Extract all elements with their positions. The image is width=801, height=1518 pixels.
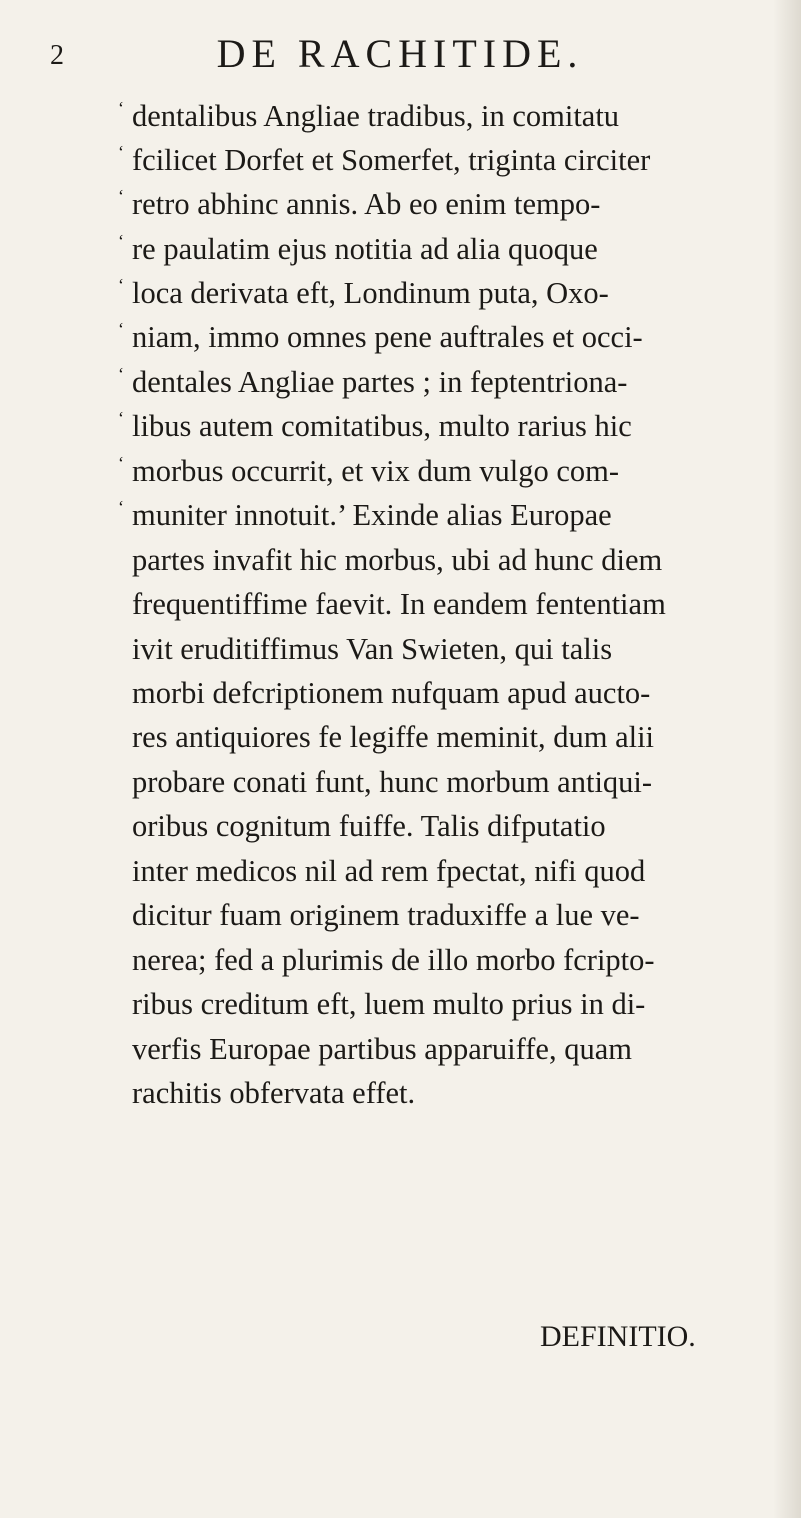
quote-mark: ‘ bbox=[118, 186, 124, 206]
text-line: inter medicos nil ad rem fpectat, nifi quod bbox=[132, 854, 646, 888]
text-line: retro abhinc annis. Ab eo enim tempo- bbox=[132, 187, 601, 221]
text-line: oribus cognitum fuiffe. Talis difputatio bbox=[132, 809, 606, 843]
text-line: partes invafit hic morbus, ubi ad hunc diem bbox=[132, 543, 663, 577]
page-edge-shadow bbox=[773, 0, 801, 1518]
quote-mark: ‘ bbox=[118, 364, 124, 384]
quote-mark: ‘ bbox=[118, 408, 124, 428]
page-header bbox=[50, 30, 750, 78]
text-line: nerea; fed a plurimis de illo morbo fcripto- bbox=[132, 943, 655, 977]
quote-mark: ‘ bbox=[118, 231, 124, 251]
running-title: DE RACHITIDE. bbox=[216, 31, 584, 76]
text-line: rachitis obfervata effet. bbox=[132, 1076, 416, 1110]
text-line: dicitur fuam originem traduxiffe a lue ve- bbox=[132, 898, 640, 932]
text-line: dentalibus Angliae tradibus, in comitatu bbox=[132, 99, 620, 133]
quote-mark: ‘ bbox=[118, 275, 124, 295]
page-number: 2 bbox=[50, 40, 64, 71]
text-line: re paulatim ejus notitia ad alia quoque bbox=[132, 232, 598, 266]
quote-mark: ‘ bbox=[118, 497, 124, 517]
text-line: morbus occurrit, et vix dum vulgo com- bbox=[132, 454, 620, 488]
text-line: muniter innotuit.’ Exinde alias Europae bbox=[132, 498, 612, 532]
text-line: verfis Europae partibus apparuiffe, quam bbox=[132, 1032, 632, 1066]
text-line: libus autem comitatibus, multo rarius hic bbox=[132, 409, 632, 443]
text-line: probare conati funt, hunc morbum antiqui- bbox=[132, 765, 653, 799]
text-line: niam, immo omnes pene auftrales et occi- bbox=[132, 320, 643, 354]
text-line: ribus creditum eft, luem multo prius in di- bbox=[132, 987, 646, 1021]
quote-mark: ‘ bbox=[118, 319, 124, 339]
text-line: loca derivata eft, Londinum puta, Oxo- bbox=[132, 276, 609, 310]
text-line: frequentiffime faevit. In eandem fententiam bbox=[132, 587, 666, 621]
quote-mark: ‘ bbox=[118, 98, 124, 118]
quote-mark: ‘ bbox=[118, 142, 124, 162]
catchword: DEFINITIO. bbox=[540, 1320, 696, 1353]
text-line: morbi defcriptionem nufquam apud aucto- bbox=[132, 676, 651, 710]
text-line: ivit eruditiffimus Van Swieten, qui talis bbox=[132, 632, 613, 666]
quote-mark: ‘ bbox=[118, 453, 124, 473]
text-line: fcilicet Dorfet et Somerfet, triginta circiter bbox=[132, 143, 651, 177]
text-line: dentales Angliae partes ; in feptentriona- bbox=[132, 365, 628, 399]
text-line: res antiquiores fe legiffe meminit, dum alii bbox=[132, 720, 655, 754]
